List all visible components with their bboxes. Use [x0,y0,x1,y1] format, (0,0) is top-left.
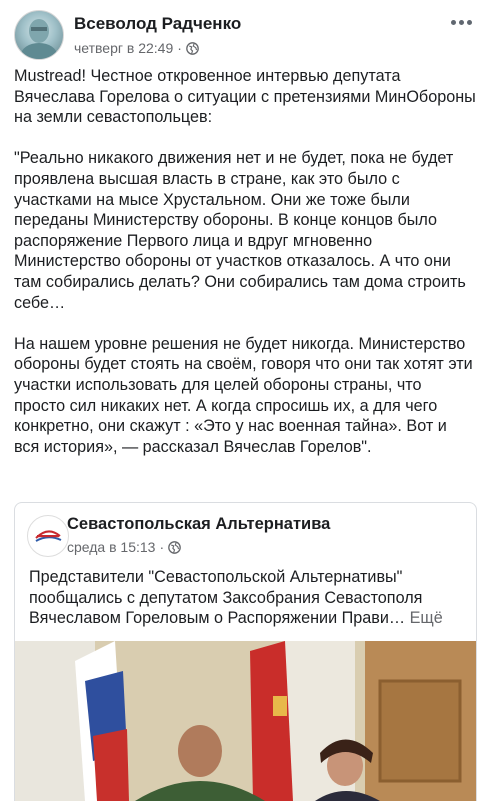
shared-text-body: Представители "Севастопольской Альтернативы" пообщались с депутатом Заксобрания Севастополя Вячеславом Гореловым о Распоряжении Прави… [29,568,423,628]
meta-separator: · [177,40,182,56]
post-meta [74,40,199,56]
shared-meta [67,539,181,555]
shared-page-logo[interactable] [27,515,69,557]
globe-icon [186,42,199,55]
post-header [14,10,475,60]
shared-time[interactable]: среда в 15:13 [67,539,156,555]
post-time[interactable]: четверг в 22:49 [74,40,174,56]
see-more-link[interactable]: Ещё [409,609,443,628]
shared-post[interactable] [14,502,477,801]
author-name[interactable]: Всеволод Радченко [74,14,242,33]
shared-text [29,567,469,629]
more-options-icon[interactable] [447,12,475,32]
shared-page-name[interactable]: Севастопольская Альтернатива [67,515,331,533]
post-text: Mustread! Честное откровенное интервью депутата Вячеслава Горелова о ситуации с претензиями МинОбороны на земли севастопольцев: "Реально никакого движения нет и не будет, пока не будет проявлена высшая власть в стране, как это было с участками на мысе Хрустальном. Они же тоже были переданы Министерству обороны. В конце концов было распоряжение Первого лица и вдруг мгновенно Министерство обороны от участков отказалось. А что они там собирались делать? Они собирались там дома строить себе… На нашем уровне решения не будет никогда. Министерство обороны будет стоять на своём, говоря что они так хотят эти участки использовать для целей обороны страны, что просто сил никаких нет. А когда спросишь их, а для чего конкретно, они скажут : «Это у нас военная тайна». Вот и вся история», — рассказал Вячеслав Горелов". [14,67,476,456]
shared-photo[interactable] [15,641,476,801]
author-avatar[interactable] [14,10,64,60]
shared-separator: · [159,539,165,555]
globe-icon [168,541,181,554]
